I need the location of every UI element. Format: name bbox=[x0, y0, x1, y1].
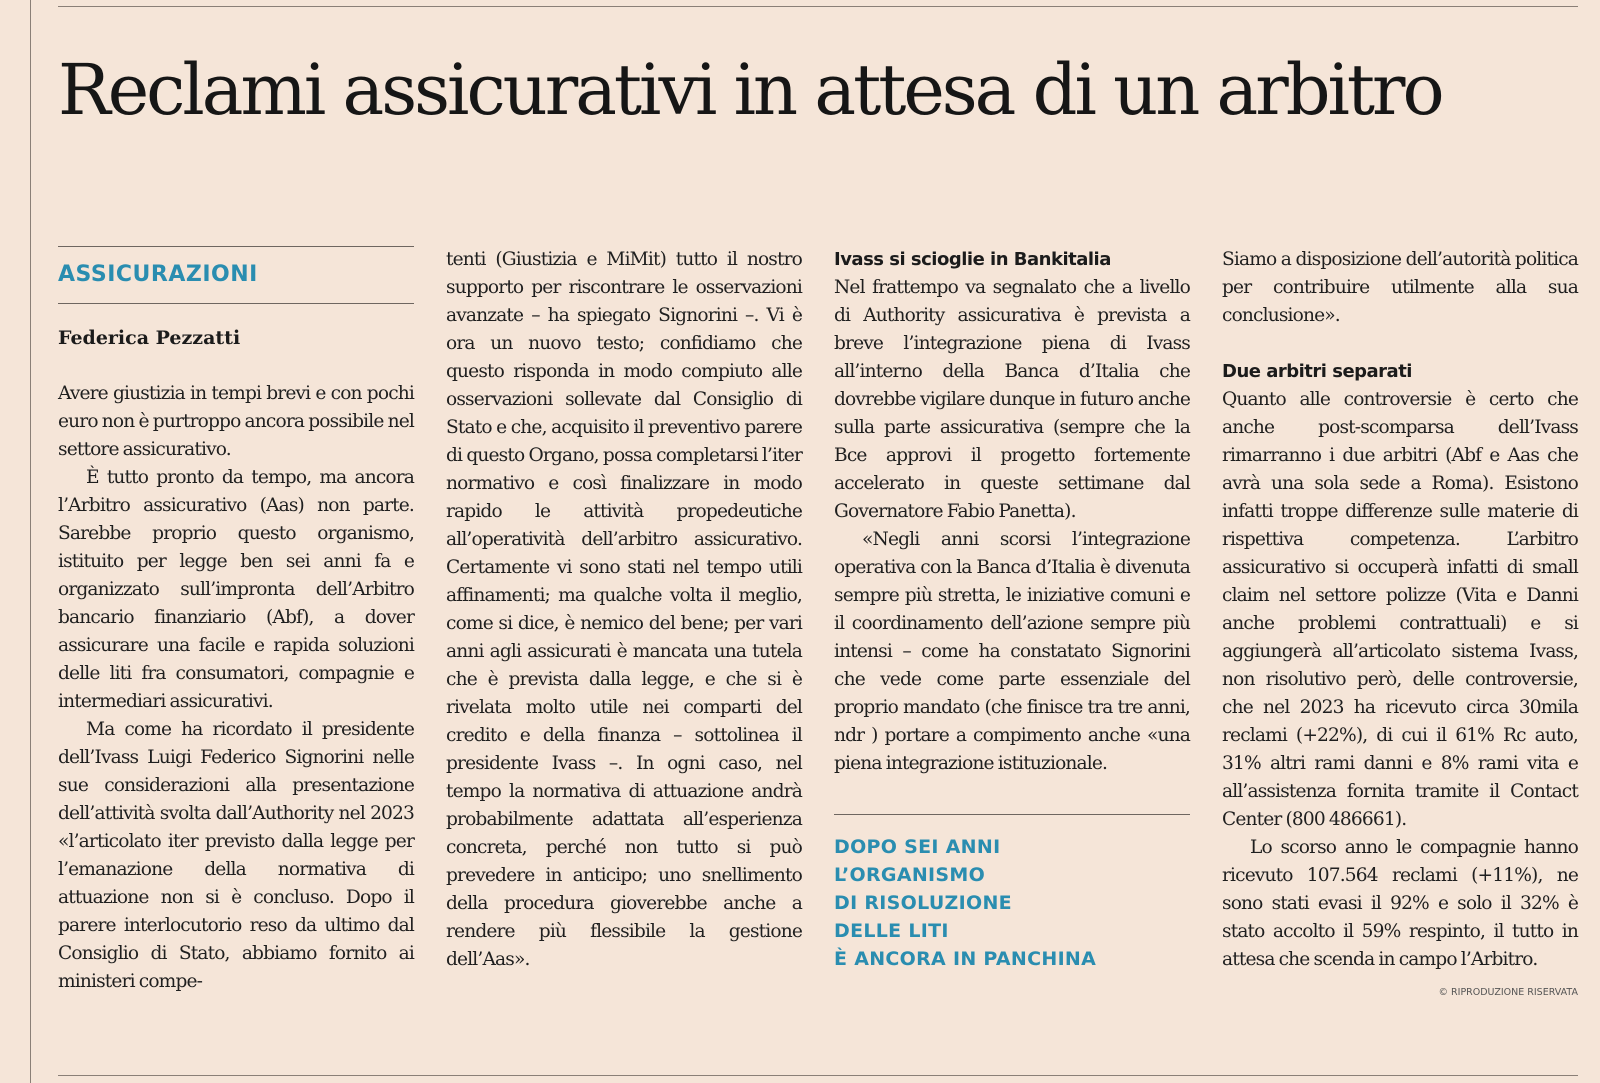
subhead-ivass-bankitalia: Ivass si scioglie in Bankitalia bbox=[834, 249, 1111, 270]
section-label: ASSICURAZIONI bbox=[58, 262, 258, 287]
column-4-text bbox=[1222, 386, 1578, 974]
paragraph: tenti (Giustizia e MiMit) tutto il nostro supporto per riscontrare le osservazioni avanzate – ha spiegato Signorini –. Vi è ora un nuovo testo; confidiamo che questo risponda in modo compiuto alle osservazioni sollevate dal Consiglio di Stato e che, acquisito il preventivo parere di questo Organo, possa completarsi l’iter normativo e così finalizzare in modo rapido le attività propedeutiche all’operatività dell’arbitro assicurativo. Certamente vi sono stati nel tempo utili affinamenti; ma qualche volta il meglio, come si dice, è nemico del bene; per vari anni agli assicurati è mancata una tutela che è prevista dalla legge, e che si è rivelata molto utile nei comparti del credito e della finanza – sottolinea il presidente Ivass –. In ogni caso, nel tempo la normativa di attuazione andrà probabilmente adattata all’esperienza concreta, perché non tutto si può prevedere in anticipo; uno snellimento della procedura gioverebbe anche a rendere più flessibile la gestione dell’Aas». bbox=[446, 249, 802, 970]
pullquote-rule bbox=[834, 814, 1190, 815]
column-1 bbox=[58, 246, 414, 996]
paragraph: È tutto pronto da tempo, ma ancora l’Arbitro assicurativo (Aas) non parte. Sarebbe proprio questo organismo, istituito per legge ben sei anni fa e organizzato sull’impronta dell’Arbitro bancario finanziario (Abf), a dover assicurare una facile e rapida soluzioni delle liti fra consumatori, compagnie e intermediari assicurativi. bbox=[58, 467, 414, 712]
pull-quote-line: È ANCORA IN PANCHINA bbox=[834, 948, 1097, 970]
pull-quote bbox=[834, 833, 1190, 973]
top-rule bbox=[58, 6, 1578, 7]
pull-quote-line: DELLE LITI bbox=[834, 920, 949, 942]
column-4 bbox=[1222, 246, 1578, 1000]
paragraph: Lo scorso anno le compagnie hanno ricevuto 107.564 reclami (+11%), ne sono stati evasi il 92% e solo il 32% è stato accolto il 59% respinto, il tutto in attesa che scenda in campo l’Arbitro. bbox=[1222, 837, 1578, 970]
pull-quote-line: DI RISOLUZIONE bbox=[834, 892, 1012, 914]
section-rule-bottom bbox=[58, 303, 414, 304]
paragraph: «Negli anni scorsi l’integrazione operativa con la Banca d’Italia è divenuta sempre più stretta, le iniziative comuni e il coordinamento dell’azione sempre più intensi – come ha constatato Signorini che vede come parte essenziale del proprio mandato (che finisce tra tre anni, ndr ) portare a compimento anche «una piena integrazione istituzionale. bbox=[834, 529, 1190, 774]
left-margin-rule bbox=[30, 0, 31, 1083]
column-3-text bbox=[834, 274, 1190, 778]
author-byline: Federica Pezzatti bbox=[58, 327, 241, 349]
column-4-text-top bbox=[1222, 246, 1578, 330]
subhead-due-arbitri: Due arbitri separati bbox=[1222, 361, 1412, 382]
pull-quote-line: DOPO SEI ANNI bbox=[834, 836, 1001, 858]
headline: Reclami assicurativi in attesa di un arbitro bbox=[58, 49, 1442, 131]
paragraph: Avere giustizia in tempi brevi e con pochi euro non è purtroppo ancora possibile nel settore assicurativo. bbox=[58, 383, 414, 460]
paragraph: Siamo a disposizione dell’autorità politica per contribuire utilmente alla sua conclusione». bbox=[1222, 249, 1578, 326]
paragraph: Ma come ha ricordato il presidente dell’Ivass Luigi Federico Signorini nelle sue considerazioni alla presentazione dell’attività svolta dall’Authority nel 2023 «l’articolato iter previsto dalla legge per l’emanazione della normativa di attuazione non si è concluso. Dopo il parere interlocutorio reso da ultimo dal Consiglio di Stato, abbiamo fornito ai ministeri compe- bbox=[58, 719, 414, 992]
column-3 bbox=[834, 246, 1190, 973]
paragraph: Quanto alle controversie è certo che anche post-scomparsa dell’Ivass rimarranno i due arbitri (Abf e Aas che avrà una sola sede a Roma). Esistono infatti troppe differenze sulle materie di rispettiva competenza. L’arbitro assicurativo si occuperà infatti di small claim nel settore polizze (Vita e Danni anche problemi contrattuali) e si aggiungerà all’articolato sistema Ivass, non risolutivo però, delle controversie, che nel 2023 ha ricevuto circa 30mila reclami (+22%), di cui il 61% Rc auto, 31% altri rami danni e 8% rami vita e all’assistenza fornita tramite il Contact Center (800 486661). bbox=[1222, 389, 1578, 830]
paragraph: Nel frattempo va segnalato che a livello di Authority assicurativa è prevista a breve l’integrazione piena di Ivass all’interno della Banca d’Italia che dovrebbe vigilare dunque in futuro anche sulla parte assicurativa (sempre che la Bce approvi il progetto fortemente accelerato in queste settimane dal Governatore Fabio Panetta). bbox=[834, 277, 1190, 522]
column-1-text bbox=[58, 380, 414, 996]
bottom-rule bbox=[58, 1075, 1578, 1076]
column-2-text bbox=[446, 246, 802, 974]
pull-quote-line: L’ORGANISMO bbox=[834, 864, 986, 886]
copyright-notice: © RIPRODUZIONE RISERVATA bbox=[1438, 987, 1578, 998]
column-2 bbox=[446, 246, 802, 974]
